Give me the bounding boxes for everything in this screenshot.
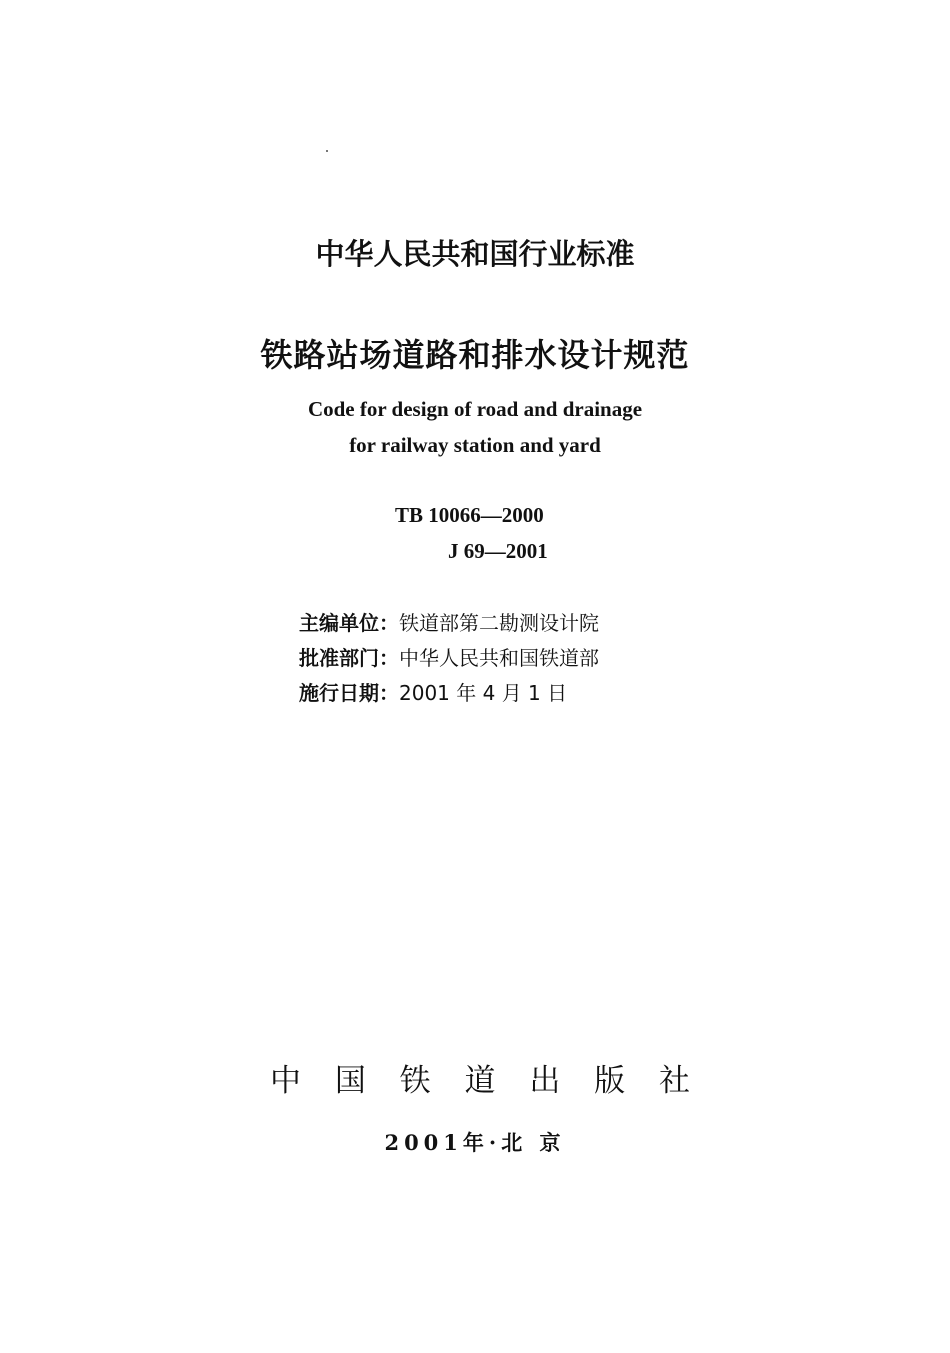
info-value: 铁道部第二勘测设计院 bbox=[399, 611, 599, 635]
document-title-en-line-2: for railway station and yard bbox=[349, 433, 601, 457]
publisher-char: 社 bbox=[658, 1063, 690, 1099]
info-line-approver bbox=[299, 642, 599, 671]
document-title-en-line-1: Code for design of road and drainage bbox=[307, 397, 643, 421]
info-line-editor bbox=[299, 607, 599, 636]
info-line-effective-date bbox=[299, 677, 567, 706]
publisher-char: 道 bbox=[464, 1063, 496, 1099]
standard-code-tb: TB 10066—2000 bbox=[395, 503, 544, 527]
info-label: 主编单位： bbox=[299, 611, 399, 635]
document-title-cn: 铁路站场道路和排水设计规范 bbox=[260, 336, 690, 374]
publisher-char: 国 bbox=[334, 1063, 366, 1099]
publisher-char: 中 bbox=[270, 1063, 301, 1099]
publisher-char: 版 bbox=[594, 1063, 626, 1099]
info-label: 施行日期： bbox=[299, 681, 399, 705]
publication-date-place: 2001年·北 京 bbox=[384, 1130, 566, 1155]
standard-series-title: 中华人民共和国行业标准 bbox=[315, 237, 635, 271]
standard-code-j: J 69—2001 bbox=[448, 539, 548, 563]
info-label: 批准部门： bbox=[299, 646, 399, 670]
scan-speck bbox=[326, 150, 328, 152]
publisher-char: 出 bbox=[529, 1063, 561, 1099]
publisher-char: 铁 bbox=[399, 1063, 431, 1099]
info-value: 中华人民共和国铁道部 bbox=[399, 646, 599, 670]
publisher-name bbox=[270, 1055, 690, 1100]
info-value: 2001 年 4 月 1 日 bbox=[399, 681, 568, 705]
